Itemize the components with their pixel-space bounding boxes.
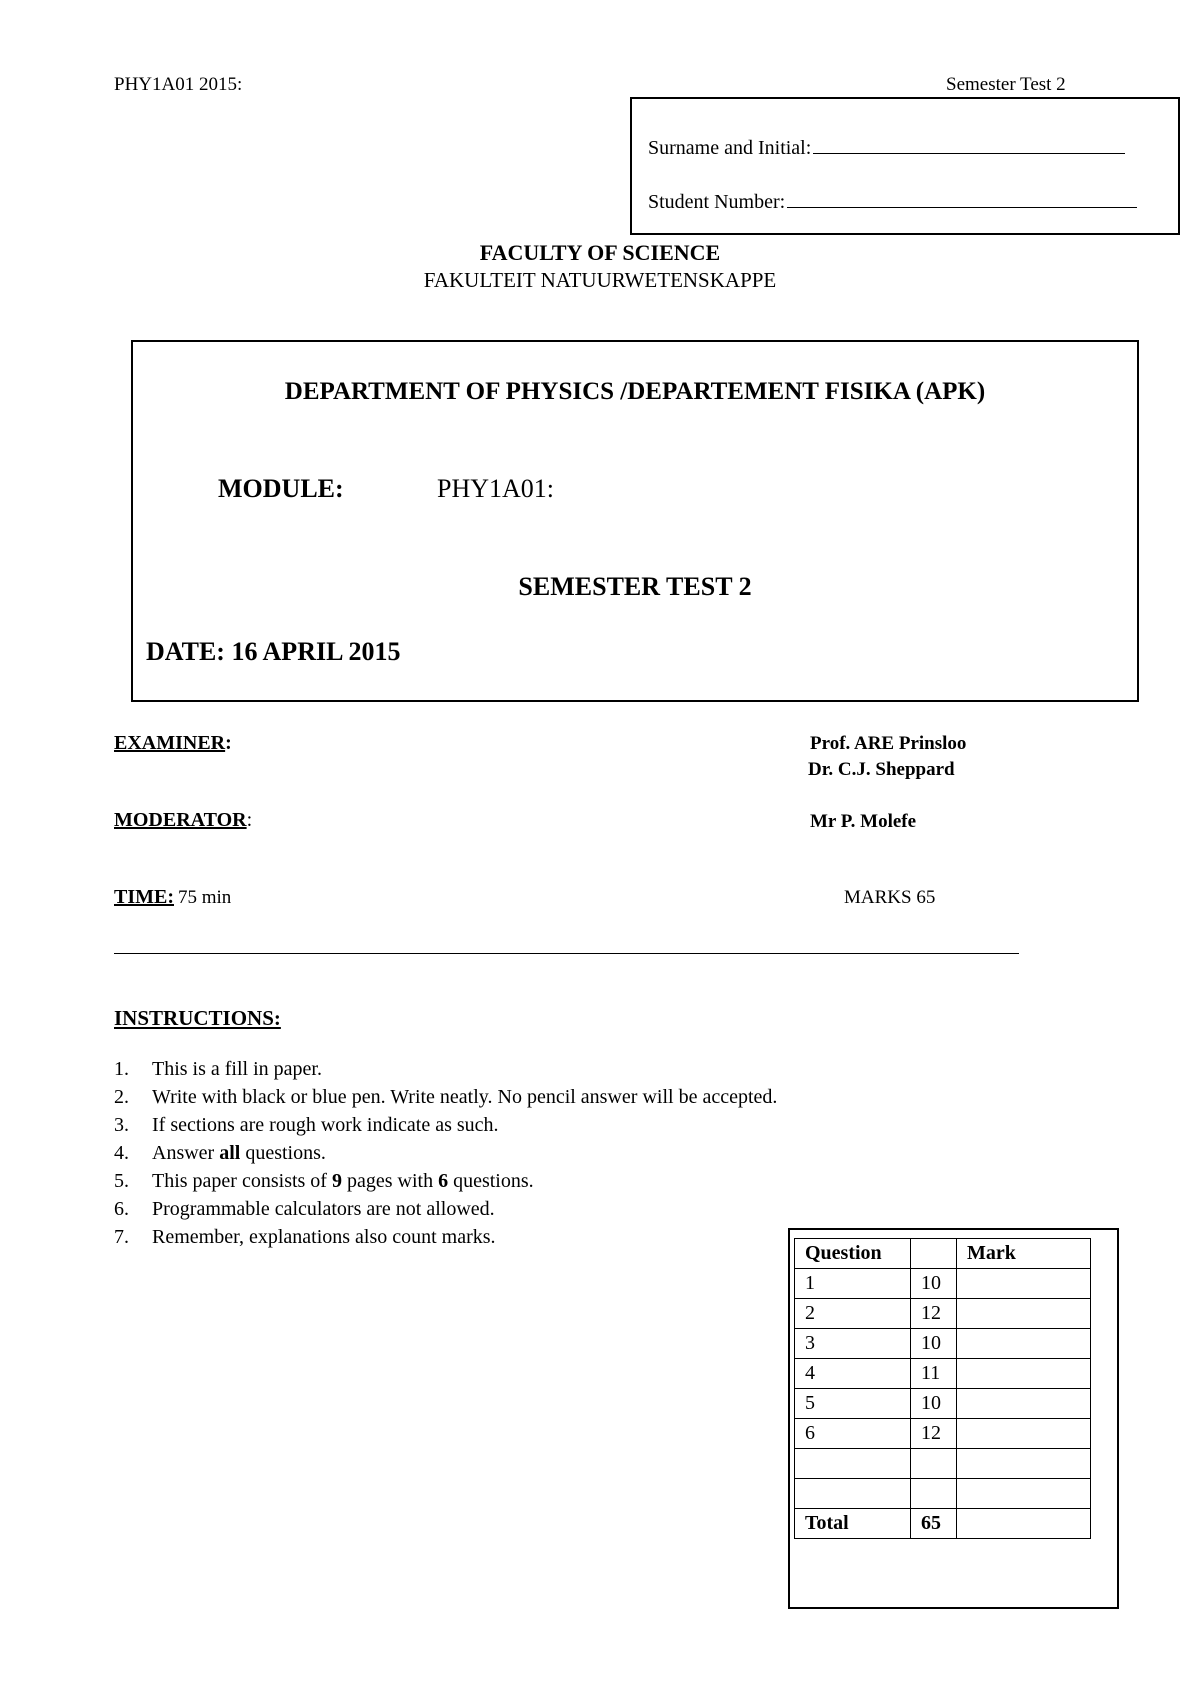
table-header-row (795, 1239, 1091, 1269)
question-number: 4 (795, 1359, 911, 1389)
table-row (795, 1389, 1091, 1419)
instruction-item (114, 1170, 777, 1198)
question-number: 5 (795, 1389, 911, 1419)
faculty-afrikaans: FAKULTEIT NATUURWETENSKAPPE (423, 268, 777, 292)
instruction-item (114, 1114, 777, 1142)
instruction-text: This is a fill in paper. (152, 1058, 322, 1080)
department-title: DEPARTMENT OF PHYSICS /DEPARTEMENT FISIKA (APK) (284, 378, 986, 405)
surname-label: Surname and Initial: (648, 137, 812, 159)
instruction-text: Remember, explanations also count marks. (152, 1226, 496, 1248)
question-max-marks: 12 (911, 1299, 957, 1329)
question-max-marks (911, 1449, 957, 1479)
time-value: 75 min (178, 887, 232, 908)
instructions-title: INSTRUCTIONS: (114, 1006, 281, 1030)
total-label: Total (795, 1509, 911, 1539)
instruction-emphasis: all (219, 1142, 241, 1164)
moderator-name: Mr P. Molefe (810, 811, 917, 832)
marks-table-box (788, 1228, 1119, 1609)
instruction-text: pages with (341, 1170, 439, 1192)
table-row (795, 1299, 1091, 1329)
instruction-number: 4. (114, 1142, 129, 1164)
instruction-text: questions. (448, 1170, 534, 1192)
instruction-text: questions. (240, 1142, 326, 1164)
total-marks: MARKS 65 (844, 887, 936, 908)
instruction-number: 5. (114, 1170, 129, 1192)
examiner-colon: : (225, 732, 232, 754)
mark-cell[interactable] (957, 1299, 1091, 1329)
moderator-row-label (114, 809, 252, 832)
table-row (795, 1329, 1091, 1359)
question-number: 3 (795, 1329, 911, 1359)
table-row (795, 1359, 1091, 1389)
question-number: 6 (795, 1419, 911, 1449)
question-max-marks: 12 (911, 1419, 957, 1449)
header-mark: Mark (957, 1239, 1091, 1269)
surname-field[interactable] (648, 137, 1125, 160)
instruction-text: If sections are rough work indicate as such. (152, 1114, 499, 1136)
instructions-list (114, 1058, 777, 1254)
time-label: TIME: (114, 886, 174, 908)
mark-cell[interactable] (957, 1449, 1091, 1479)
question-max-marks (911, 1479, 957, 1509)
divider-line (114, 953, 1019, 954)
question-number: 1 (795, 1269, 911, 1299)
instruction-text: Programmable calculators are not allowed. (152, 1198, 495, 1220)
instruction-item (114, 1142, 777, 1170)
instruction-number: 7. (114, 1226, 129, 1248)
moderator-label: MODERATOR (114, 809, 247, 831)
student-number-label: Student Number: (648, 191, 786, 213)
question-max-marks: 11 (911, 1359, 957, 1389)
header-left: PHY1A01 2015: (114, 74, 243, 95)
time-row (114, 886, 231, 909)
instruction-item (114, 1198, 777, 1226)
student-number-field[interactable] (648, 191, 1137, 214)
question-number (795, 1449, 911, 1479)
instruction-number: 3. (114, 1114, 129, 1136)
examiner-2: Dr. C.J. Sheppard (808, 759, 955, 780)
table-row (795, 1479, 1091, 1509)
mark-cell[interactable] (957, 1359, 1091, 1389)
instruction-emphasis: 9 (331, 1170, 342, 1192)
marks-table (794, 1238, 1091, 1539)
instruction-item (114, 1058, 777, 1086)
instruction-number: 2. (114, 1086, 129, 1108)
table-row (795, 1449, 1091, 1479)
header-right: Semester Test 2 (946, 74, 1066, 95)
question-max-marks: 10 (911, 1329, 957, 1359)
student-id-box (630, 97, 1180, 235)
examiner-label: EXAMINER (114, 732, 226, 754)
instruction-number: 6. (114, 1198, 129, 1220)
table-row (795, 1269, 1091, 1299)
total-max-marks: 65 (911, 1509, 957, 1539)
mark-cell[interactable] (957, 1329, 1091, 1359)
instruction-number: 1. (114, 1058, 129, 1080)
table-total-row (795, 1509, 1091, 1539)
mark-cell[interactable] (957, 1419, 1091, 1449)
instruction-text: This paper consists of (152, 1170, 332, 1192)
test-date: DATE: 16 APRIL 2015 (146, 637, 401, 666)
question-max-marks: 10 (911, 1389, 957, 1419)
instruction-text: Answer (152, 1142, 220, 1164)
mark-cell[interactable] (957, 1269, 1091, 1299)
faculty-english: FACULTY OF SCIENCE (479, 240, 721, 265)
title-box (131, 340, 1139, 702)
surname-fill-line[interactable] (813, 153, 1125, 154)
total-mark-cell[interactable] (957, 1509, 1091, 1539)
mark-cell[interactable] (957, 1479, 1091, 1509)
header-question: Question (795, 1239, 911, 1269)
table-row (795, 1419, 1091, 1449)
instruction-emphasis: 6 (438, 1170, 449, 1192)
mark-cell[interactable] (957, 1389, 1091, 1419)
module-label: MODULE: (218, 474, 344, 503)
instruction-item (114, 1226, 777, 1254)
examiner-row-label (114, 732, 232, 755)
moderator-colon: : (246, 809, 253, 831)
question-number: 2 (795, 1299, 911, 1329)
header-max (911, 1239, 957, 1269)
test-name: SEMESTER TEST 2 (518, 572, 752, 601)
question-number (795, 1479, 911, 1509)
instruction-text: Write with black or blue pen. Write neatly. No pencil answer will be accepted. (152, 1086, 778, 1108)
question-max-marks: 10 (911, 1269, 957, 1299)
instruction-item (114, 1086, 777, 1114)
examiner-1: Prof. ARE Prinsloo (810, 733, 967, 754)
student-number-fill-line[interactable] (787, 207, 1137, 208)
module-code: PHY1A01: (437, 474, 555, 503)
